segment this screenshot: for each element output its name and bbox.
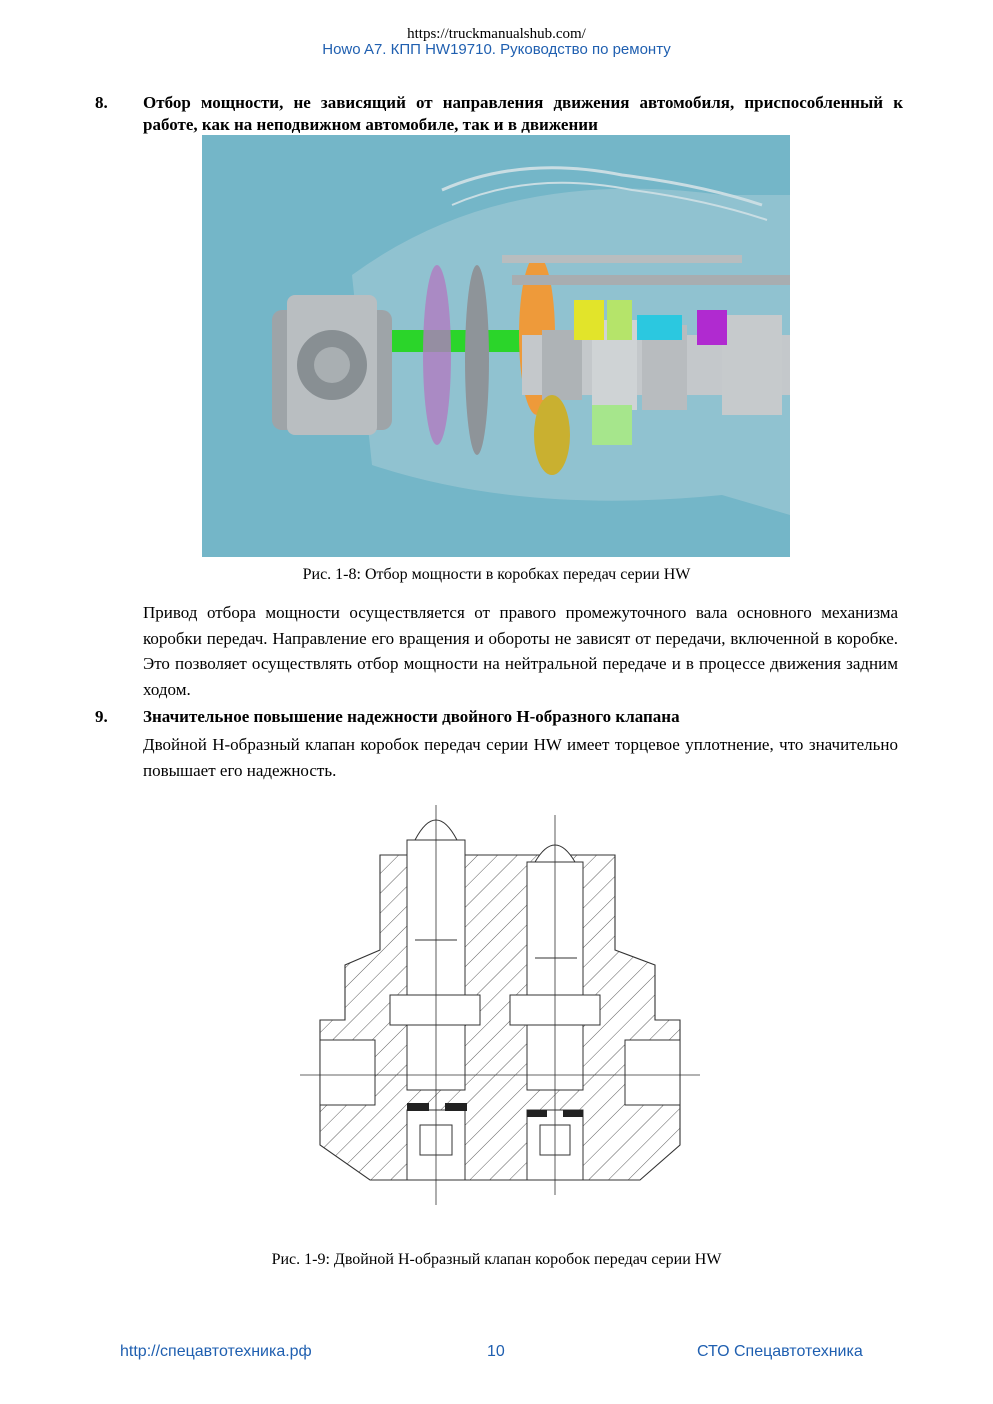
figure-1-8-transmission-render xyxy=(202,135,790,557)
figure-1-9-valve-drawing xyxy=(295,800,705,1210)
header-url[interactable]: https://truckmanualshub.com/ xyxy=(407,26,586,42)
section-8-heading: Отбор мощности, не зависящий от направления движения автомобиля, приспособленный к работе, как на неподвижном автомобиле, так и в движении xyxy=(143,93,903,134)
figure-1-8-caption: Рис. 1-8: Отбор мощности в коробках передач серии HW xyxy=(302,566,691,583)
double-h-valve-section-drawing xyxy=(295,800,705,1210)
header-title: Howo A7. КПП HW19710. Руководство по ремонту xyxy=(322,41,671,58)
transmission-cutaway-image xyxy=(202,135,790,557)
section-9-paragraph: Двойной Н-образный клапан коробок передач серии HW имеет торцевое уплотнение, что значительно повышает его надежность. xyxy=(143,735,898,780)
section-9-number: 9. xyxy=(95,707,108,726)
footer-page-number: 10 xyxy=(487,1343,505,1360)
section-9-heading: Значительное повышение надежности двойного Н-образного клапана xyxy=(143,707,680,726)
figure-1-9-caption: Рис. 1-9: Двойной Н-образный клапан коробок передач серии HW xyxy=(271,1251,722,1268)
footer-left-link[interactable]: http://спецавтотехника.рф xyxy=(120,1343,312,1360)
footer-right-text: СТО Спецавтотехника xyxy=(697,1343,863,1360)
section-8-paragraph: Привод отбора мощности осуществляется от правого промежуточного вала основного механизма коробки передач. Направление его вращения и обороты не зависят от передачи, включенной в коробке. Это позволяет осуществлять отбор мощности на нейтральной передаче и в процессе движения задним ходом. xyxy=(143,603,898,699)
section-8-number: 8. xyxy=(95,93,108,112)
